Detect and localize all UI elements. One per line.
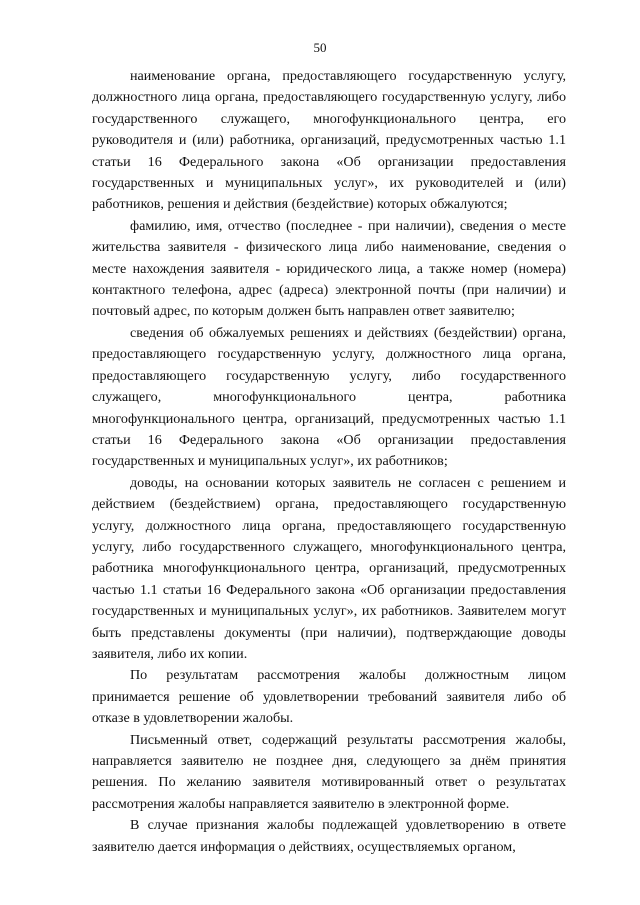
paragraph-applicant-info: фамилию, имя, отчество (последнее - при наличии), сведения о месте жительства заявителя - физического лица либо наименование, сведения о месте нахождения заявителя - юридического лица, а также номер (номера) контактного телефона, адрес (адреса) электронной почты (при наличии) и почтовый адрес, по которым должен быть направлен ответ заявителю; bbox=[92, 217, 566, 320]
page-number: 50 bbox=[313, 40, 327, 55]
paragraph-arguments: доводы, на основании которых заявитель не согласен с решением и действием (бездействием) органа, предоставляющего государственную услугу, должностного лица органа, предоставляющего государственную услугу, либо государственного служащего, многофункционального центра, работника многофункционального центра, организаций, предусмотренных частью 1.1 статьи 16 Федерального закона «Об организации предоставления государственных и муниципальных услуг», их работников. Заявителем могут быть представлены документы (при наличии), подтверждающие доводы заявителя, либо их копии. bbox=[92, 474, 566, 662]
document-body bbox=[92, 66, 566, 858]
paragraph-review-result: По результатам рассмотрения жалобы должностным лицом принимается решение об удовлетворении требований заявителя либо об отказе в удовлетворении жалобы. bbox=[92, 667, 566, 727]
paragraph-appealed-decisions: сведения об обжалуемых решениях и действиях (бездействии) органа, предоставляющего государственную услугу, должностного лица органа, предоставляющего государственную услугу, либо государственного служащего, многофункционального центра, работника многофункционального центра, организаций, предусмотренных частью 1.1 статьи 16 Федерального закона «Об организации предоставления государственных и муниципальных услуг», их работников; bbox=[92, 324, 566, 470]
paragraph-complaint-satisfied: В случае признания жалобы подлежащей удовлетворению в ответе заявителю дается информация о действиях, осуществляемых органом, bbox=[92, 817, 566, 855]
paragraph-body-organ: наименование органа, предоставляющего государственную услугу, должностного лица органа, предоставляющего государственную услугу, либо государственного служащего, многофункционального центра, его руководителя и (или) работника, организаций, предусмотренных частью 1.1 статьи 16 Федерального закона «Об организации предоставления государственных и муниципальных услуг», их руководителей и (или) работников, решения и действия (бездействие) которых обжалуются; bbox=[92, 68, 566, 213]
paragraph-written-response: Письменный ответ, содержащий результаты рассмотрения жалобы, направляется заявителю не позднее дня, следующего за днём принятия решения. По желанию заявителя мотивированный ответ о результатах рассмотрения жалобы направляется заявителю в электронной форме. bbox=[92, 731, 566, 812]
